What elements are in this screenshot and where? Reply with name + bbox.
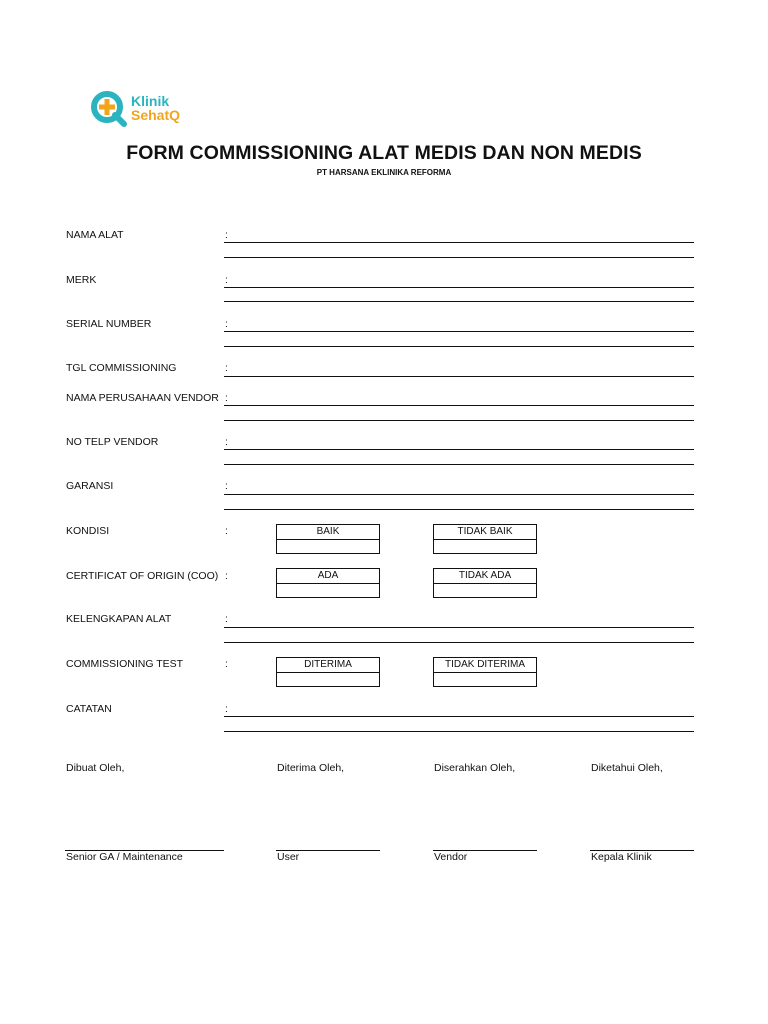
label-merk: MERK <box>66 274 97 286</box>
option-tidak-baik-label: TIDAK BAIK <box>434 525 536 540</box>
garansi-input-line-2[interactable] <box>224 509 694 510</box>
signature-heading-dibuat: Dibuat Oleh, <box>66 762 125 774</box>
kelengkapan-input-line[interactable] <box>224 627 694 628</box>
logo-line-2: SehatQ <box>131 107 181 123</box>
serial-number-input-line-2[interactable] <box>224 346 694 347</box>
catatan-input-line[interactable] <box>224 716 694 717</box>
logo-line-1: Klinik <box>131 93 170 109</box>
option-ada-checkbox[interactable] <box>276 568 380 598</box>
logo-wordmark <box>131 94 180 122</box>
label-no-telp-vendor: NO TELP VENDOR <box>66 436 159 448</box>
label-nama-perusahaan-vendor: NAMA PERUSAHAAN VENDOR <box>66 392 219 404</box>
company-name: PT HARSANA EKLINIKA REFORMA <box>316 168 452 177</box>
tgl-commissioning-input-line[interactable] <box>224 376 694 377</box>
colon: : <box>225 229 228 241</box>
label-tgl-commissioning: TGL COMMISSIONING <box>66 362 177 374</box>
catatan-input-line-2[interactable] <box>224 731 694 732</box>
nama-alat-input-line-2[interactable] <box>224 257 694 258</box>
vendor-phone-input-line[interactable] <box>224 449 694 450</box>
serial-number-input-line[interactable] <box>224 331 694 332</box>
signature-role-kepala-klinik: Kepala Klinik <box>591 851 652 863</box>
option-tidak-diterima-label: TIDAK DITERIMA <box>434 658 536 673</box>
kelengkapan-input-line-2[interactable] <box>224 642 694 643</box>
option-diterima-label: DITERIMA <box>277 658 379 673</box>
colon: : <box>225 392 228 404</box>
signature-role-senior-ga: Senior GA / Maintenance <box>66 851 183 863</box>
option-baik-label: BAIK <box>277 525 379 540</box>
signature-heading-diketahui: Diketahui Oleh, <box>591 762 663 774</box>
nama-alat-input-line[interactable] <box>224 242 694 243</box>
label-commissioning-test: COMMISSIONING TEST <box>66 658 184 670</box>
merk-input-line[interactable] <box>224 287 694 288</box>
colon: : <box>225 318 228 330</box>
signature-role-user: User <box>277 851 300 863</box>
option-tidak-ada-label: TIDAK ADA <box>434 569 536 584</box>
signature-heading-diterima: Diterima Oleh, <box>277 762 345 774</box>
label-kondisi: KONDISI <box>66 525 110 537</box>
option-baik-checkbox[interactable] <box>276 524 380 554</box>
garansi-input-line[interactable] <box>224 494 694 495</box>
option-diterima-checkbox[interactable] <box>276 657 380 687</box>
option-tidak-diterima-checkbox[interactable] <box>433 657 537 687</box>
colon: : <box>225 658 228 670</box>
colon: : <box>225 613 228 625</box>
vendor-name-input-line[interactable] <box>224 405 694 406</box>
label-kelengkapan-alat: KELENGKAPAN ALAT <box>66 613 172 625</box>
option-tidak-ada-checkbox[interactable] <box>433 568 537 598</box>
option-tidak-baik-checkbox[interactable] <box>433 524 537 554</box>
signature-heading-diserahkan: Diserahkan Oleh, <box>434 762 516 774</box>
colon: : <box>225 570 228 582</box>
klinik-sehatq-logo-icon <box>90 90 128 128</box>
colon: : <box>225 480 228 492</box>
signature-role-vendor: Vendor <box>434 851 468 863</box>
merk-input-line-2[interactable] <box>224 301 694 302</box>
colon: : <box>225 436 228 448</box>
colon: : <box>225 274 228 286</box>
colon: : <box>225 703 228 715</box>
option-ada-label: ADA <box>277 569 379 584</box>
label-garansi: GARANSI <box>66 480 114 492</box>
colon: : <box>225 362 228 374</box>
label-coo: CERTIFICAT OF ORIGIN (COO) <box>66 570 219 582</box>
vendor-phone-input-line-2[interactable] <box>224 464 694 465</box>
vendor-name-input-line-2[interactable] <box>224 420 694 421</box>
label-catatan: CATATAN <box>66 703 112 715</box>
form-title: FORM COMMISSIONING ALAT MEDIS DAN NON MEDIS <box>126 142 642 164</box>
label-nama-alat: NAMA ALAT <box>66 229 124 241</box>
label-serial-number: SERIAL NUMBER <box>66 318 152 330</box>
colon: : <box>225 525 228 537</box>
